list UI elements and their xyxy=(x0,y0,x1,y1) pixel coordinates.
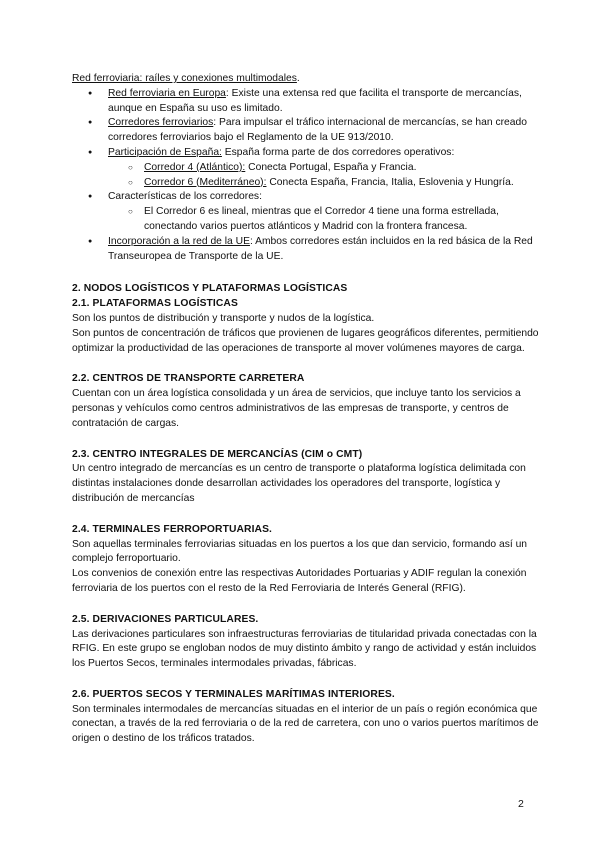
section-2-6-paragraph: Son terminales intermodales de mercancías situadas en el interior de un país o región económica que conectan, a través de la red ferroviaria o de la red de carretera, con uno o varios puertos marítimos de origen o destino de los tráficos tratados. xyxy=(72,703,539,745)
list-item: ○ El Corredor 6 es lineal, mientras que el Corredor 4 tiene una forma estrellada, conectando varios puertos atlánticos y Madrid con la frontera francesa. xyxy=(108,205,542,235)
section-2-6-title: 2.6. PUERTOS SECOS Y TERMINALES MARÍTIMAS INTERIORES. xyxy=(72,688,395,700)
section-2-1-paragraph: Son los puntos de distribución y transporte y nudos de la logística. xyxy=(72,312,375,324)
list-item: ○ Corredor 4 (Atlántico): Conecta Portugal, España y Francia. xyxy=(108,161,542,176)
list-item: ● Incorporación a la red de la UE: Ambos corredores están incluidos en la red básica de la Red Transeuropea de Transporte de la UE. xyxy=(72,235,542,265)
section-2-5-paragraph: Las derivaciones particulares son infraestructuras ferroviarias de titularidad privada conectadas con la RFIG. En este grupo se engloban nodos de muy distinto ámbito y rango de actividad y están incluidos los Puertos Secos, terminales intermodales privadas, fábricas. xyxy=(72,628,537,670)
section-2-3-title: 2.3. CENTRO INTEGRALES DE MERCANCÍAS (CIM o CMT) xyxy=(72,448,363,460)
section-2-4-paragraph: Son aquellas terminales ferroviarias situadas en los puertos a los que dan servicio, formando así un complejo ferroportuario. xyxy=(72,538,528,565)
section-2-5-title: 2.5. DERIVACIONES PARTICULARES. xyxy=(72,613,259,625)
intro-heading: Red ferroviaria: raíles y conexiones multimodales xyxy=(72,73,297,84)
section-2-title: 2. NODOS LOGÍSTICOS Y PLATAFORMAS LOGÍSTICAS xyxy=(72,283,348,295)
corridor-features-list xyxy=(108,205,542,235)
list-item: ● Participación de España: España forma parte de dos corredores operativos: ○ Corredor 4 (Atlántico): Conecta Portugal, España y Francia. ○ Corredor 6 (Mediterráneo): Conecta España, Francia, Italia, Eslovenia y Hungría. xyxy=(72,146,542,190)
section-2-2-title: 2.2. CENTROS DE TRANSPORTE CARRETERA xyxy=(72,373,305,385)
section-2-3-paragraph: Un centro integrado de mercancías es un centro de transporte o plataforma logística delimitada con distintas instalaciones donde desarrollan actividades los operadores del transporte, logística y distribución de mercancías xyxy=(72,463,526,504)
list-item: ● Características de los corredores: ○ El Corredor 6 es lineal, mientras que el Corredor 4 tiene una forma estrellada, conectando varios puertos atlánticos y Madrid con la frontera francesa. xyxy=(72,190,542,234)
page-number: 2 xyxy=(518,798,524,810)
section-2-1-paragraph: Son puntos de concentración de tráficos que provienen de lugares geográficos diferentes, permitiendo optimizar la productividad de las operaciones de transporte al mover volúmenes mayores de carga. xyxy=(72,327,539,354)
section-2-1-title: 2.1. PLATAFORMAS LOGÍSTICAS xyxy=(72,298,238,310)
list-item: ○ Corredor 6 (Mediterráneo): Conecta España, Francia, Italia, Eslovenia y Hungría. xyxy=(108,176,542,191)
rail-bullet-list xyxy=(72,87,542,265)
section-2-4-title: 2.4. TERMINALES FERROPORTUARIAS. xyxy=(72,523,273,535)
page-content xyxy=(72,72,542,747)
list-item: ● Corredores ferroviarios: Para impulsar el tráfico internacional de mercancías, se han creado corredores ferroviarios bajo el Reglamento de la UE 913/2010. xyxy=(72,116,542,146)
spain-corridors-list xyxy=(108,161,542,191)
section-2-4-paragraph: Los convenios de conexión entre las respectivas Autoridades Portuarias y ADIF regulan la conexión ferroviaria de los puertos con el resto de la Red Ferroviaria de Interés General (RFIG). xyxy=(72,568,527,594)
intro-line: Red ferroviaria: raíles y conexiones multimodales. xyxy=(72,73,300,84)
section-2-2-paragraph: Cuentan con un área logística consolidada y un área de servicios, que incluye tanto los servicios a personas y vehículos como centros administrativos de las empresas de transporte, y centros de contratación de cargas. xyxy=(72,388,521,429)
list-item: ● Red ferroviaria en Europa: Existe una extensa red que facilita el transporte de mercancías, aunque en España su uso es limitado. xyxy=(72,87,542,117)
